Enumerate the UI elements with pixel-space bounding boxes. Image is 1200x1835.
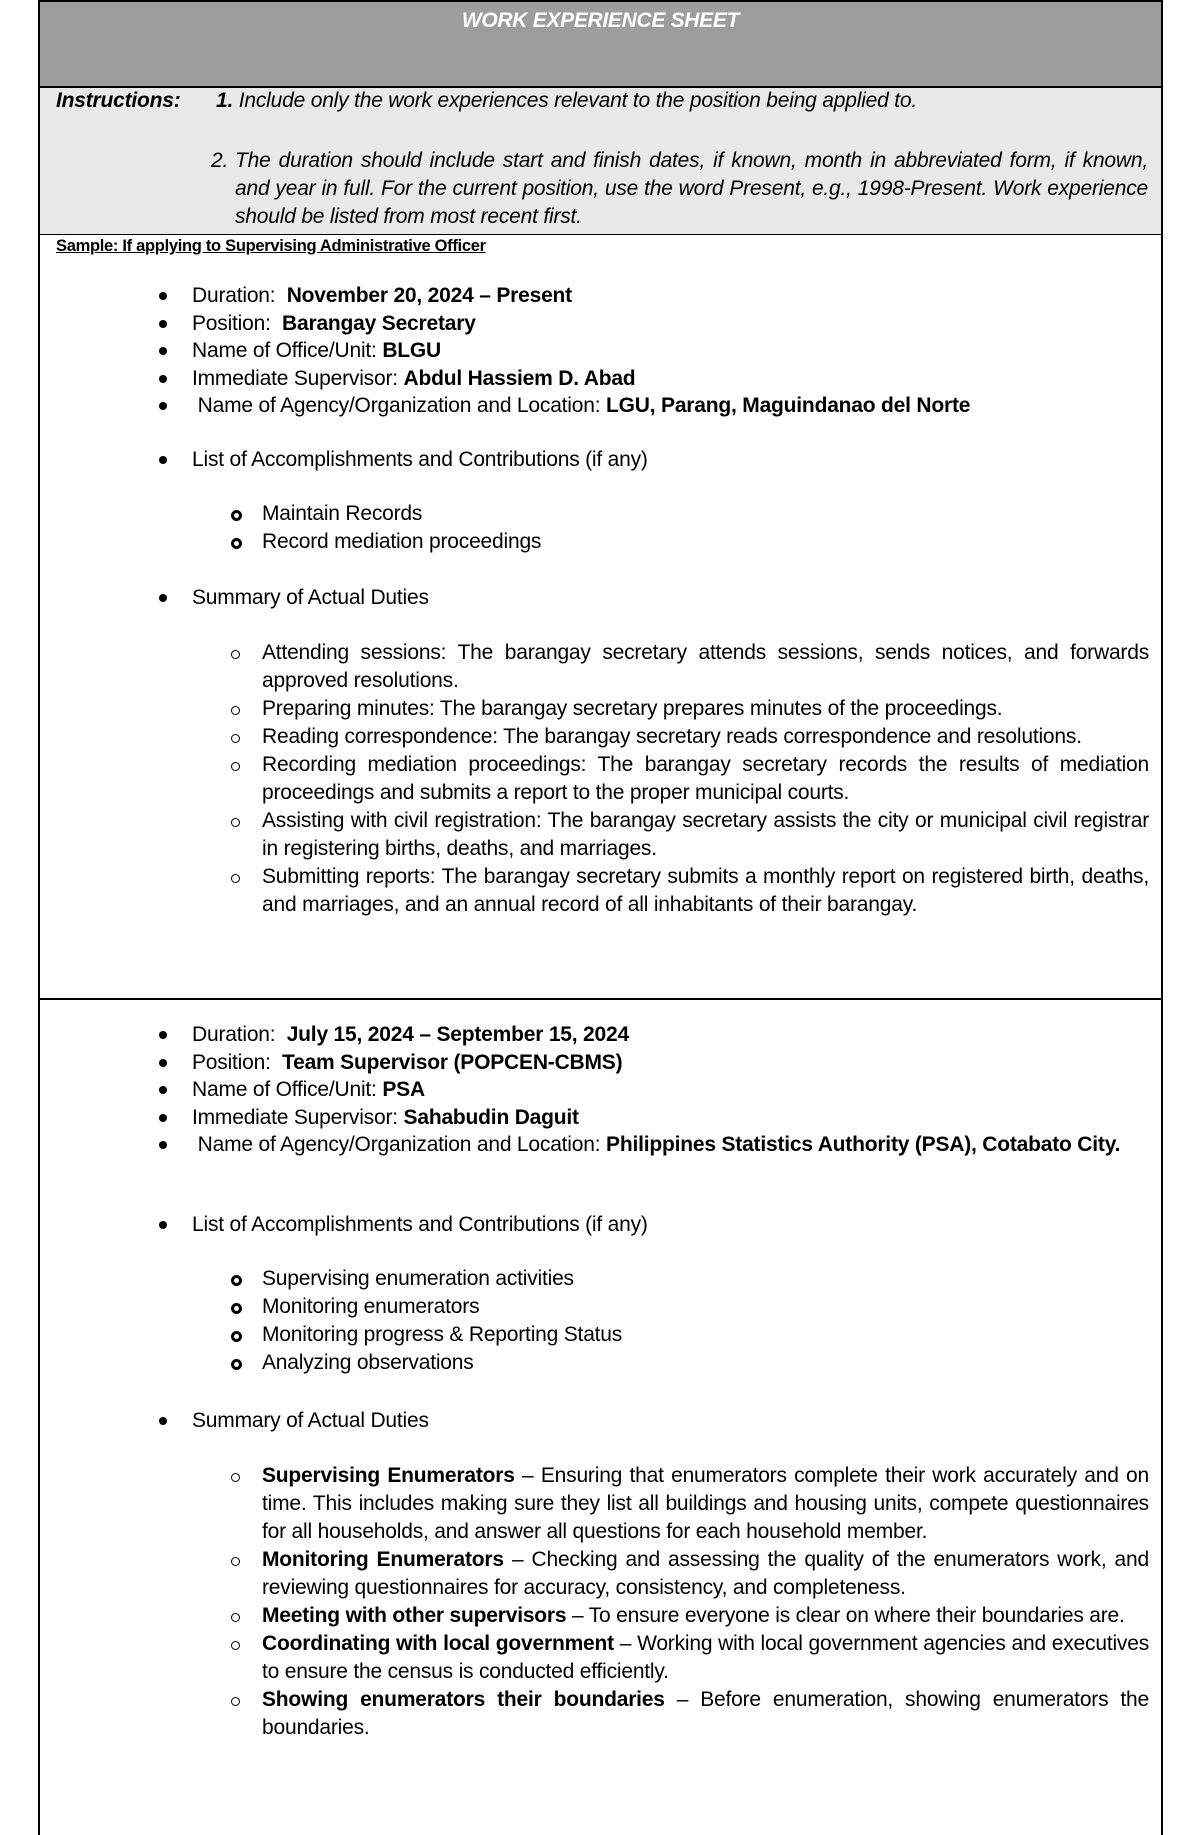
instructions-box — [40, 88, 1161, 235]
entry-1-accomplishments — [262, 500, 1149, 556]
list-item: Maintain Records — [262, 500, 1149, 528]
duration-value: November 20, 2024 – Present — [286, 284, 572, 307]
agency-value: LGU, Parang, Maguindanao del Norte — [606, 394, 971, 417]
list-item: Summary of Actual Duties — [192, 584, 1149, 612]
entry-divider — [40, 998, 1161, 1000]
list-item: Showing enumerators their boundaries – Before enumeration, showing enumerators the boundaries. — [262, 1686, 1149, 1742]
list-item: Monitoring Enumerators – Checking and assessing the quality of the enumerators work, and reviewing questionnaires for accuracy, consistency, and completeness. — [262, 1546, 1149, 1602]
list-item: Immediate Supervisor: Abdul Hassiem D. Abad — [192, 365, 1149, 393]
work-experience-sheet — [38, 0, 1163, 1835]
list-item: Reading correspondence: The barangay secretary reads correspondence and resolutions. — [262, 723, 1149, 751]
list-item: Meeting with other supervisors – To ensure everyone is clear on where their boundaries are. — [262, 1602, 1149, 1630]
instruction-2-text: The duration should include start and finish dates, if known, month in abbreviated form, if known, and year in full. For the current position, use the word Present, e.g., 1998-Present. Work experience should be listed from most recent first. — [235, 149, 1148, 228]
office-value: BLGU — [382, 339, 442, 362]
supervisor-value: Abdul Hassiem D. Abad — [403, 366, 636, 390]
sheet-header — [40, 0, 1161, 88]
entry-2-details — [192, 1021, 1149, 1159]
list-item: Preparing minutes: The barangay secretary prepares minutes of the proceedings. — [262, 695, 1149, 723]
list-item: Name of Office/Unit: BLGU — [192, 337, 1149, 365]
entry-1-accomplishments-heading — [192, 446, 1149, 474]
instruction-2-number: 2. — [211, 149, 229, 172]
list-item: Record mediation proceedings — [262, 528, 1149, 556]
list-item: Summary of Actual Duties — [192, 1407, 1149, 1435]
entry-1-details — [192, 282, 1149, 420]
entry-2-accomplishments-heading — [192, 1211, 1149, 1239]
list-item: Position: Team Supervisor (POPCEN-CBMS) — [192, 1049, 1149, 1077]
supervisor-value: Sahabudin Daguit — [403, 1105, 579, 1129]
list-item: Submitting reports: The barangay secretary submits a monthly report on registered birth, deaths, and marriages, and an annual record of all inhabitants of their barangay. — [262, 863, 1149, 919]
list-item: Monitoring progress & Reporting Status — [262, 1321, 1149, 1349]
instructions-label: Instructions: — [56, 89, 181, 112]
instruction-item-2 — [211, 147, 1148, 231]
list-item: Name of Office/Unit: PSA — [192, 1076, 1149, 1104]
list-item: Assisting with civil registration: The barangay secretary assists the city or municipal civil registrar in registering births, deaths, and marriages. — [262, 807, 1149, 863]
instruction-1-number: 1. — [216, 89, 234, 112]
entry-1-duties — [262, 639, 1149, 919]
list-item: Immediate Supervisor: Sahabudin Daguit — [192, 1104, 1149, 1132]
list-item: Supervising Enumerators – Ensuring that enumerators complete their work accurately and on time. This includes making sure they list all buildings and housing units, compete questionnaires for all households, and answer all questions for each household member. — [262, 1462, 1149, 1546]
list-item: Recording mediation proceedings: The barangay secretary records the results of mediation proceedings and submits a report to the proper municipal courts. — [262, 751, 1149, 807]
entry-2-accomplishments — [262, 1265, 1149, 1377]
list-item: Attending sessions: The barangay secretary attends sessions, sends notices, and forwards approved resolutions. — [262, 639, 1149, 695]
position-value: Team Supervisor (POPCEN-CBMS) — [282, 1050, 623, 1074]
agency-value: Philippines Statistics Authority (PSA), Cotabato City. — [606, 1133, 1121, 1156]
list-item: Coordinating with local government – Working with local government agencies and executives to ensure the census is conducted efficiently. — [262, 1630, 1149, 1686]
entry-2-duties — [262, 1462, 1149, 1742]
list-item: Supervising enumeration activities — [262, 1265, 1149, 1293]
list-item: Position: Barangay Secretary — [192, 310, 1149, 338]
sample-label: Sample: If applying to Supervising Administrative Officer — [56, 237, 486, 255]
list-item: List of Accomplishments and Contributions (if any) — [192, 1211, 1149, 1239]
list-item: List of Accomplishments and Contributions (if any) — [192, 446, 1149, 474]
office-value: PSA — [382, 1078, 425, 1101]
position-value: Barangay Secretary — [282, 311, 476, 335]
instruction-1-text: Include only the work experiences relevant to the position being applied to. — [238, 89, 918, 112]
entry-1-duties-heading — [192, 584, 1149, 612]
instruction-item-1 — [216, 89, 917, 113]
list-item: Duration: July 15, 2024 – September 15, 2024 — [192, 1021, 1149, 1049]
list-item: Duration: November 20, 2024 – Present — [192, 282, 1149, 310]
list-item: Analyzing observations — [262, 1349, 1149, 1377]
list-item: Name of Agency/Organization and Location: LGU, Parang, Maguindanao del Norte — [192, 392, 1149, 420]
entry-2-duties-heading — [192, 1407, 1149, 1435]
list-item: Name of Agency/Organization and Location: Philippines Statistics Authority (PSA), Cotabato City. — [192, 1131, 1149, 1159]
duration-value: July 15, 2024 – September 15, 2024 — [286, 1023, 629, 1046]
page-title: WORK EXPERIENCE SHEET — [461, 9, 740, 32]
list-item: Monitoring enumerators — [262, 1293, 1149, 1321]
